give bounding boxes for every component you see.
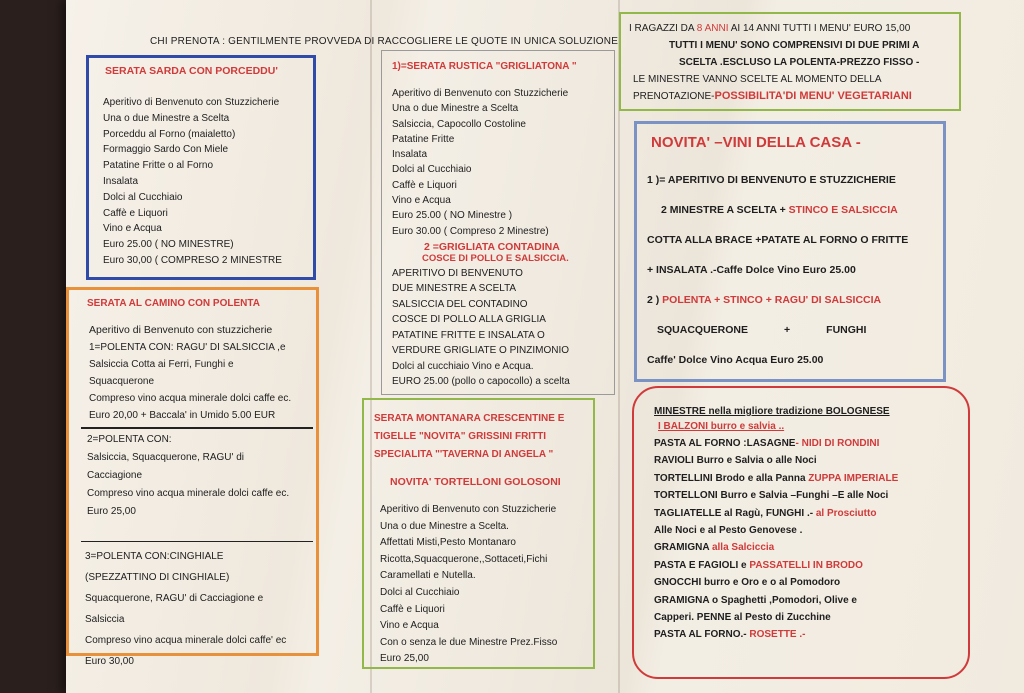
polenta-3-list [85, 546, 306, 672]
menu-item: 2=POLENTA CON: [87, 433, 172, 445]
menu-item: PATATINE FRITTE E INSALATA O [392, 329, 545, 341]
serata-rustica-box [381, 50, 615, 395]
menu-item: Una o due Minestre a Scelta [103, 112, 230, 124]
montanara-title-line: SERATA MONTANARA CRESCENTINE E [374, 413, 565, 424]
serata-sarda-box [86, 55, 316, 280]
menu-item: Caffè e Liquori [392, 179, 457, 191]
menu-item: Dolci al Cucchiaio [103, 191, 183, 203]
menu-item: EURO 25.00 (pollo o capocollo) a scelta [392, 376, 570, 388]
montanara-title-line: TIGELLE "NOVITA" GRISSINI FRITTI [374, 431, 547, 442]
menu-item: Insalata [103, 175, 139, 187]
serata-montanara-title [374, 410, 583, 464]
grigliata-list [392, 266, 604, 390]
menu-item: Una o due Minestre a Scelta. [380, 520, 509, 532]
menu-item: COSCE DI POLLO ALLA GRIGLIA [392, 314, 546, 326]
menu-item: APERITIVO DI BENVENUTO [392, 267, 523, 279]
ragazzi-line-2: TUTTI I MENU' SONO COMPRENSIVI DI DUE PRIMI A [669, 40, 920, 51]
menu-item: Euro 30.00 ( Compreso 2 Minestre) [392, 225, 549, 237]
menu-item: Insalata [392, 149, 428, 161]
minestra-text: GNOCCHI burro e Oro e o al Pomodoro [654, 577, 841, 589]
minestra-highlight: PASSATELLI IN BRODO [749, 559, 863, 571]
menu-item: Euro 25,00 [87, 505, 136, 517]
menu-item: Dolci al cucchiaio Vino e Acqua. [392, 360, 534, 372]
menu-item: Formaggio Sardo Con Miele [103, 144, 229, 156]
grigliata-contadina-title: 2 =GRIGLIATA CONTADINA [424, 240, 560, 253]
minestra-text: TORTELLINI Brodo e alla Panna [654, 472, 809, 484]
menu-item: Patatine Fritte [392, 133, 455, 145]
menu-item: Compreso vino acqua minerale dolci caffe' ec [85, 634, 287, 646]
serata-rustica-title: 1)=SERATA RUSTICA "GRIGLIATONA " [392, 61, 577, 72]
vini-line-2: 2 MINESTRE A SCELTA + STINCO E SALSICCIA [661, 204, 898, 216]
vini-box [634, 121, 946, 382]
balzoni: I BALZONI burro e salvia .. [658, 421, 785, 432]
menu-item: Euro 25.00 ( NO Minestre ) [392, 210, 513, 222]
menu-item: (SPEZZATTINO DI CINGHIALE) [85, 571, 230, 583]
minestra-text: Capperi. PENNE al Pesto di Zucchine [654, 612, 831, 624]
minestra-text: PASTA AL FORNO :LASAGNE [654, 438, 796, 449]
camino-intro: Aperitivo di Benvenuto con stuzzicherie [89, 324, 273, 336]
menu-item: Euro 25.00 ( NO MINESTRE) [103, 239, 234, 251]
minestra-text: TAGLIATELLE al Ragù, FUNGHI .- [654, 507, 816, 519]
divider [81, 541, 313, 542]
serata-camino-title: SERATA AL CAMINO CON POLENTA [87, 298, 260, 309]
vini-line-4: + INSALATA .-Caffe Dolce Vino Euro 25.00 [647, 264, 856, 276]
menu-item: Euro 30,00 [85, 655, 134, 667]
menu-item: Compreso vino acqua minerale dolci caffe ec. [87, 487, 290, 499]
serata-camino-box [66, 287, 319, 667]
minestra-highlight: ZUPPA IMPERIALE [808, 472, 899, 484]
menu-item: Dolci al Cucchiaio [380, 586, 460, 598]
menu-item: Porceddu al Forno (maialetto) [103, 128, 236, 140]
minestre-title: MINESTRE nella migliore tradizione BOLOGNESE [654, 406, 890, 417]
menu-item: Squacquerone [89, 375, 155, 387]
tortelloni-novita: NOVITA' TORTELLONI GOLOSONI [390, 476, 561, 488]
menu-item: Aperitivo di Benvenuto con Stuzzicherie [380, 504, 557, 515]
minestra-text: TORTELLONI Burro e Salvia –Funghi –E alle Noci [654, 490, 889, 502]
minestra-item [654, 574, 952, 591]
menu-item: Aperitivo di Benvenuto con Stuzzicherie [392, 88, 569, 99]
minestra-highlight: al Prosciutto [815, 507, 877, 519]
minestra-item [654, 505, 952, 522]
vini-line-1: 1 )= APERITIVO DI BENVENUTO E STUZZICHERIE [647, 174, 896, 186]
vini-line-3: COTTA ALLA BRACE +PATATE AL FORNO O FRITTE [647, 234, 909, 246]
serata-sarda-title: SERATA SARDA CON PORCEDDU' [105, 65, 278, 77]
ragazzi-line-4: LE MINESTRE VANNO SCELTE AL MOMENTO DELLA [633, 74, 882, 85]
minestra-item [654, 487, 952, 504]
menu-item: SALSICCIA DEL CONTADINO [392, 298, 528, 310]
minestra-text: GRAMIGNA o Spaghetti ,Pomodori, Olive e [654, 594, 857, 606]
montanara-title-line: SPECIALITA "'TAVERNA DI ANGELA " [374, 449, 554, 460]
polenta-1-list [85, 339, 306, 424]
minestra-highlight: ROSETTE .- [749, 629, 806, 641]
menu-item: Dolci al Cucchiaio [392, 164, 472, 176]
serata-sarda-list [99, 95, 303, 269]
minestra-item [654, 592, 952, 609]
menu-item: 1=POLENTA CON: RAGU' DI SALSICCIA ,e [89, 341, 286, 353]
minestre-box [632, 386, 970, 679]
menu-item: Salsiccia Cotta ai Ferri, Funghi e [89, 358, 234, 370]
montanara-list [374, 502, 583, 668]
menu-item: Caffè e Liquori [380, 603, 445, 615]
minestra-item [654, 557, 952, 574]
menu-item: Cacciagione [87, 469, 143, 481]
ragazzi-line-3: SCELTA .ESCLUSO LA POLENTA-PREZZO FISSO - [679, 57, 920, 68]
minestra-item [654, 539, 952, 556]
menu-item: 3=POLENTA CON:CINGHIALE [85, 550, 224, 562]
minestra-highlight: alla Salciccia [711, 542, 775, 554]
minestra-item [654, 626, 952, 643]
vini-line-5: 2 ) POLENTA + STINCO + RAGU' DI SALSICCIA [647, 294, 882, 306]
menu-item: Euro 20,00 + Baccala' in Umido 5.00 EUR [89, 409, 276, 421]
minestra-text: RAVIOLI Burro e Salvia o alle Noci [654, 455, 817, 467]
menu-item: Squacquerone, RAGU' di Cacciagione e [85, 592, 264, 604]
minestra-item [654, 452, 952, 469]
menu-item: VERDURE GRIGLIATE O PINZIMONIO [392, 345, 570, 357]
ragazzi-line-1: I RAGAZZI DA 8 ANNI AI 14 ANNI TUTTI I MENU' EURO 15,00 [629, 23, 911, 34]
vini-line-6: SQUACQUERONE + FUNGHI [657, 324, 867, 336]
menu-item: Euro 25,00 [380, 653, 429, 665]
rustica-list [392, 86, 604, 239]
minestre-list [654, 435, 952, 644]
polenta-2-list [85, 431, 306, 521]
menu-item: Caramellati e Nutella. [380, 570, 476, 582]
vini-line-7: Caffe' Dolce Vino Acqua Euro 25.00 [647, 354, 824, 366]
menu-item: DUE MINESTRE A SCELTA [392, 283, 517, 295]
ragazzi-box [619, 12, 961, 111]
minestra-text: PASTA AL FORNO.- [654, 629, 750, 641]
menu-item: Compreso vino acqua minerale dolci caffe ec. [89, 392, 292, 404]
serata-montanara-box [362, 398, 595, 669]
ragazzi-line-5: PRENOTAZIONE-POSSIBILITA'DI MENU' VEGETARIANI [633, 90, 912, 102]
menu-item: Aperitivo di Benvenuto con Stuzzicherie [103, 97, 280, 108]
grigliata-contadina-subtitle: COSCE DI POLLO E SALSICCIA. [422, 252, 569, 264]
minestra-item [654, 470, 952, 487]
menu-item: Patatine Fritte o al Forno [103, 160, 214, 172]
divider [81, 427, 313, 429]
vini-title: NOVITA' –VINI DELLA CASA - [651, 134, 861, 151]
menu-item: Salsiccia, Squacquerone, RAGU' di [87, 451, 244, 463]
menu-item: Caffè e Liquori [103, 207, 168, 219]
menu-item: Una o due Minestre a Scelta [392, 103, 519, 115]
menu-item: Con o senza le due Minestre Prez.Fisso [380, 636, 558, 648]
minestra-text: PASTA E FAGIOLI e [654, 559, 750, 571]
minestra-item [654, 435, 952, 452]
menu-item: Vino e Acqua [380, 620, 439, 632]
minestra-text: Alle Noci e al Pesto Genovese . [654, 525, 803, 537]
minestra-item [654, 609, 952, 626]
minestra-highlight: - NIDI DI RONDINI [795, 438, 880, 449]
menu-item: Euro 30,00 ( COMPRESO 2 MINESTRE [103, 254, 282, 266]
menu-item: Vino e Acqua [392, 195, 451, 207]
menu-item: Vino e Acqua [103, 223, 162, 235]
header-note: CHI PRENOTA : GENTILMENTE PROVVEDA DI RACCOGLIERE LE QUOTE IN UNICA SOLUZIONE [150, 36, 619, 47]
menu-item: Ricotta,Squacquerone,,Sottaceti,Fichi [380, 553, 548, 565]
minestra-item [654, 522, 952, 539]
menu-item: Salsiccia [85, 613, 125, 625]
minestra-text: GRAMIGNA [654, 542, 712, 554]
menu-item: Salsiccia, Capocollo Costoline [392, 118, 526, 130]
menu-item: Affettati Misti,Pesto Montanaro [380, 537, 516, 549]
